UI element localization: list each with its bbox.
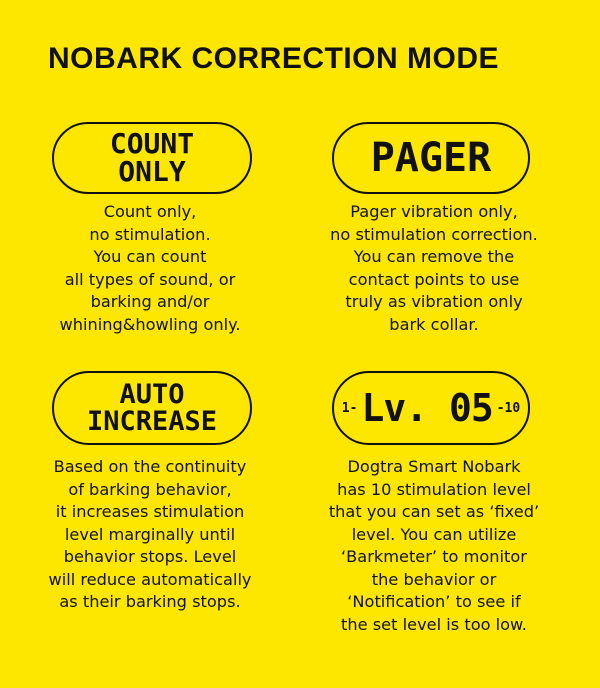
- level-max-label: -10: [496, 400, 521, 416]
- level-badge: [332, 371, 530, 445]
- count-only-badge: [52, 122, 252, 194]
- count-only-badge-line1: COUNT: [109, 127, 195, 160]
- level-min-label: 1-: [341, 400, 358, 416]
- pager-badge-label: PAGER: [370, 135, 492, 181]
- count-only-description: Count only, no stimulation. You can count all types of sound, or barking and/or whining&howling only.: [59, 202, 241, 334]
- auto-increase-description: Based on the continuity of barking behavior, it increases stimulation level marginally until behavior stops. Level will reduce automatically as their barking stops.: [48, 457, 252, 611]
- auto-increase-badge-line2: INCREASE: [86, 406, 218, 437]
- auto-increase-badge-line1: AUTO: [119, 379, 185, 410]
- fixed-level-description: Dogtra Smart Nobark has 10 stimulation level that you can set as ‘fixed’ level. You can utilize ‘Barkmeter’ to monitor the behavior or ‘Notification’ to see if the set level is too low.: [328, 457, 540, 634]
- level-value: Lv. 05: [361, 386, 493, 430]
- count-only-badge-line2: ONLY: [118, 155, 186, 188]
- auto-increase-badge: [52, 371, 252, 445]
- pager-badge: [332, 122, 530, 194]
- pager-description: Pager vibration only, no stimulation correction. You can remove the contact points to use truly as vibration only bark collar.: [330, 202, 538, 334]
- page-title: NOBARK CORRECTION MODE: [48, 42, 499, 75]
